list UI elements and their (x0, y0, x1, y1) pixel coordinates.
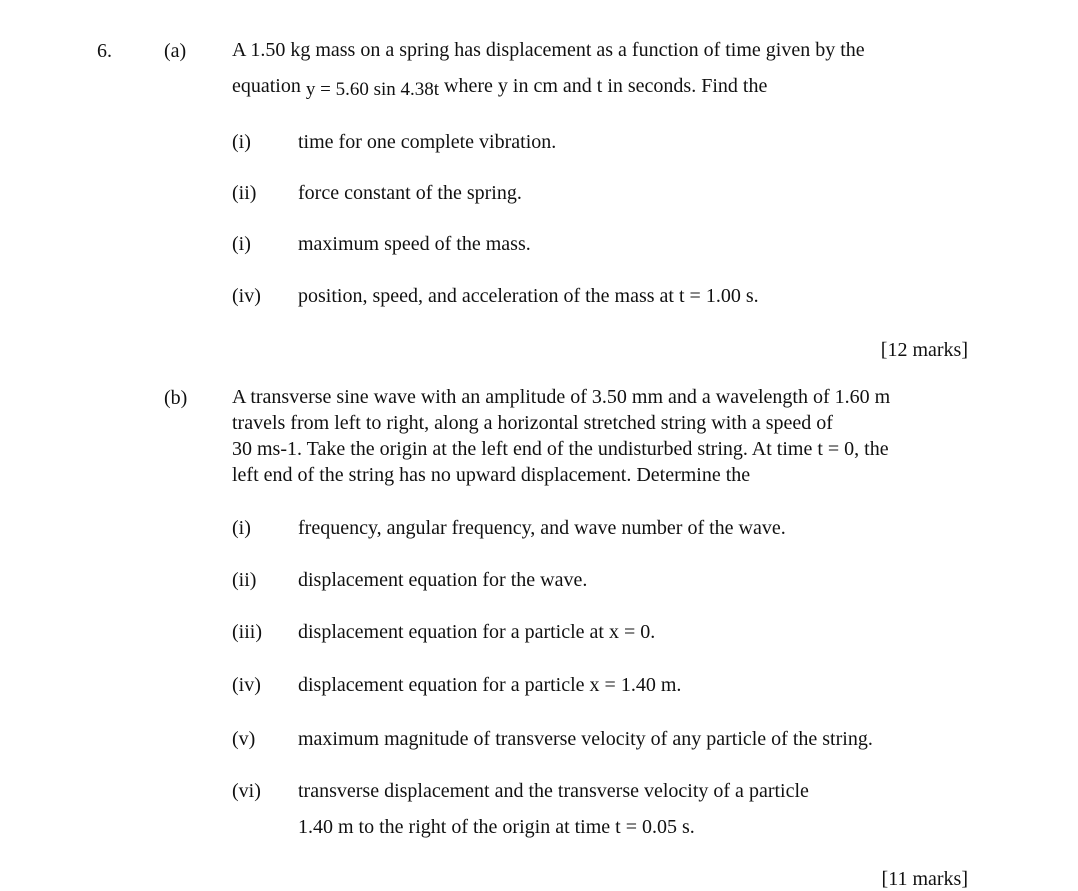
part-a-line-1: A 1.50 kg mass on a spring has displacement as a function of time given by the (232, 39, 865, 61)
part-a-item-2-text: force constant of the spring. (298, 182, 522, 204)
part-b-item-6-text-line-2: 1.40 m to the right of the origin at time t = 0.05 s. (298, 816, 695, 838)
part-b-item-3-label: (iii) (232, 621, 262, 643)
part-a-item-1-label: (i) (232, 131, 251, 153)
part-b-marks: [11 marks] (881, 868, 968, 890)
part-a-equation-suffix: where y in cm and t in seconds. Find the (444, 75, 768, 97)
part-b-line-1: A transverse sine wave with an amplitude of 3.50 mm and a wavelength of 1.60 m (232, 386, 891, 408)
part-a-line-2 (232, 75, 768, 100)
part-a-item-4-label: (iv) (232, 285, 261, 307)
part-b-item-6-label: (vi) (232, 780, 261, 802)
part-b-item-4-text: displacement equation for a particle x = 1.40 m. (298, 674, 682, 696)
question-number: 6. (97, 40, 112, 62)
part-b-item-2-text: displacement equation for the wave. (298, 569, 588, 591)
part-b-item-6-text: transverse displacement and the transverse velocity of a particle (298, 780, 809, 802)
part-a-item-4-text: position, speed, and acceleration of the mass at t = 1.00 s. (298, 285, 759, 307)
part-b-item-4-label: (iv) (232, 674, 261, 696)
part-a-item-3-text: maximum speed of the mass. (298, 233, 531, 255)
part-b-line-3: 30 ms-1. Take the origin at the left end of the undisturbed string. At time t = 0, the (232, 438, 889, 460)
part-b-item-2-label: (ii) (232, 569, 257, 591)
part-a-marks: [12 marks] (880, 339, 968, 361)
part-b-line-4: left end of the string has no upward displacement. Determine the (232, 464, 751, 486)
part-b-item-5-label: (v) (232, 728, 256, 750)
part-b-item-5-text: maximum magnitude of transverse velocity of any particle of the string. (298, 728, 873, 750)
part-b-label: (b) (164, 387, 188, 409)
part-a-label: (a) (164, 40, 187, 62)
part-a-equation: y = 5.60 sin 4.38t (305, 79, 440, 100)
part-a-item-1-text: time for one complete vibration. (298, 131, 557, 153)
part-b-line-2: travels from left to right, along a horizontal stretched string with a speed of (232, 412, 833, 434)
part-a-equation-prefix: equation (232, 75, 301, 97)
part-b-item-3-text: displacement equation for a particle at x = 0. (298, 621, 656, 643)
part-a-item-2-label: (ii) (232, 182, 257, 204)
part-b-item-1-label: (i) (232, 517, 251, 539)
part-b-item-1-text: frequency, angular frequency, and wave number of the wave. (298, 517, 786, 539)
part-a-item-3-label: (i) (232, 233, 251, 255)
